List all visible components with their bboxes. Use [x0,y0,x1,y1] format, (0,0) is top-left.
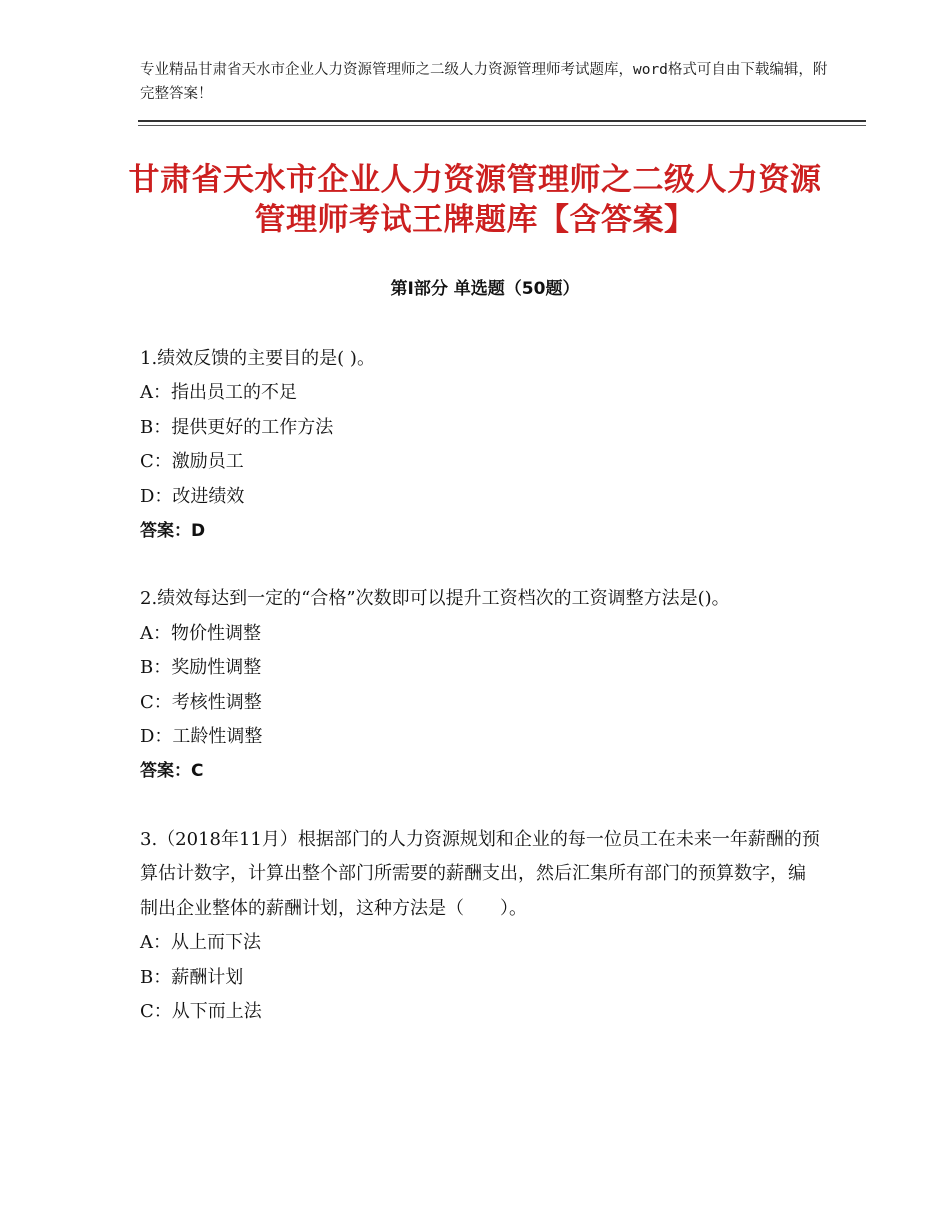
question-3 [140,823,820,1029]
question-stem: 3.（2018年11月）根据部门的人力资源规划和企业的每一位员工在未来一年薪酬的预算估计数字，计算出整个部门所需要的薪酬支出，然后汇集所有部门的预算数字，编制出企业整体的薪酬计划，这种方法是（ ）。 [140,828,820,919]
option-b: B：奖励性调整 [140,657,262,679]
question-1 [140,342,820,548]
option-d: D：工龄性调整 [140,726,263,748]
option-d: D：改进绩效 [140,485,245,507]
option-c: C：考核性调整 [140,691,262,713]
question-2 [140,582,820,788]
question-stem: 2.绩效每达到一定的“合格”次数即可以提升工资档次的工资调整方法是()。 [140,588,730,610]
option-a: A：从上而下法 [140,932,261,954]
document-title: 甘肃省天水市企业人力资源管理师之二级人力资源管理师考试王牌题库【含答案】 [128,162,822,238]
question-list [140,342,820,1063]
answer-line: 答案：D [140,521,206,542]
option-c: C：激励员工 [140,451,244,473]
header-rule-thick [138,120,866,122]
option-a: A：物价性调整 [140,622,261,644]
option-a: A：指出员工的不足 [140,382,297,404]
header-note: 专业精品甘肃省天水市企业人力资源管理师之二级人力资源管理师考试题库，word格式可自由下载编辑，附完整答案！ [140,62,828,102]
option-b: B：提供更好的工作方法 [140,416,334,438]
option-c: C：从下而上法 [140,1000,262,1022]
question-stem: 1.绩效反馈的主要目的是( )。 [140,348,375,369]
header-rule-thin [138,125,866,126]
option-b: B：薪酬计划 [140,966,244,988]
section-heading: 第Ⅰ部分 单选题（50题） [390,279,580,299]
answer-line: 答案：C [140,761,204,782]
